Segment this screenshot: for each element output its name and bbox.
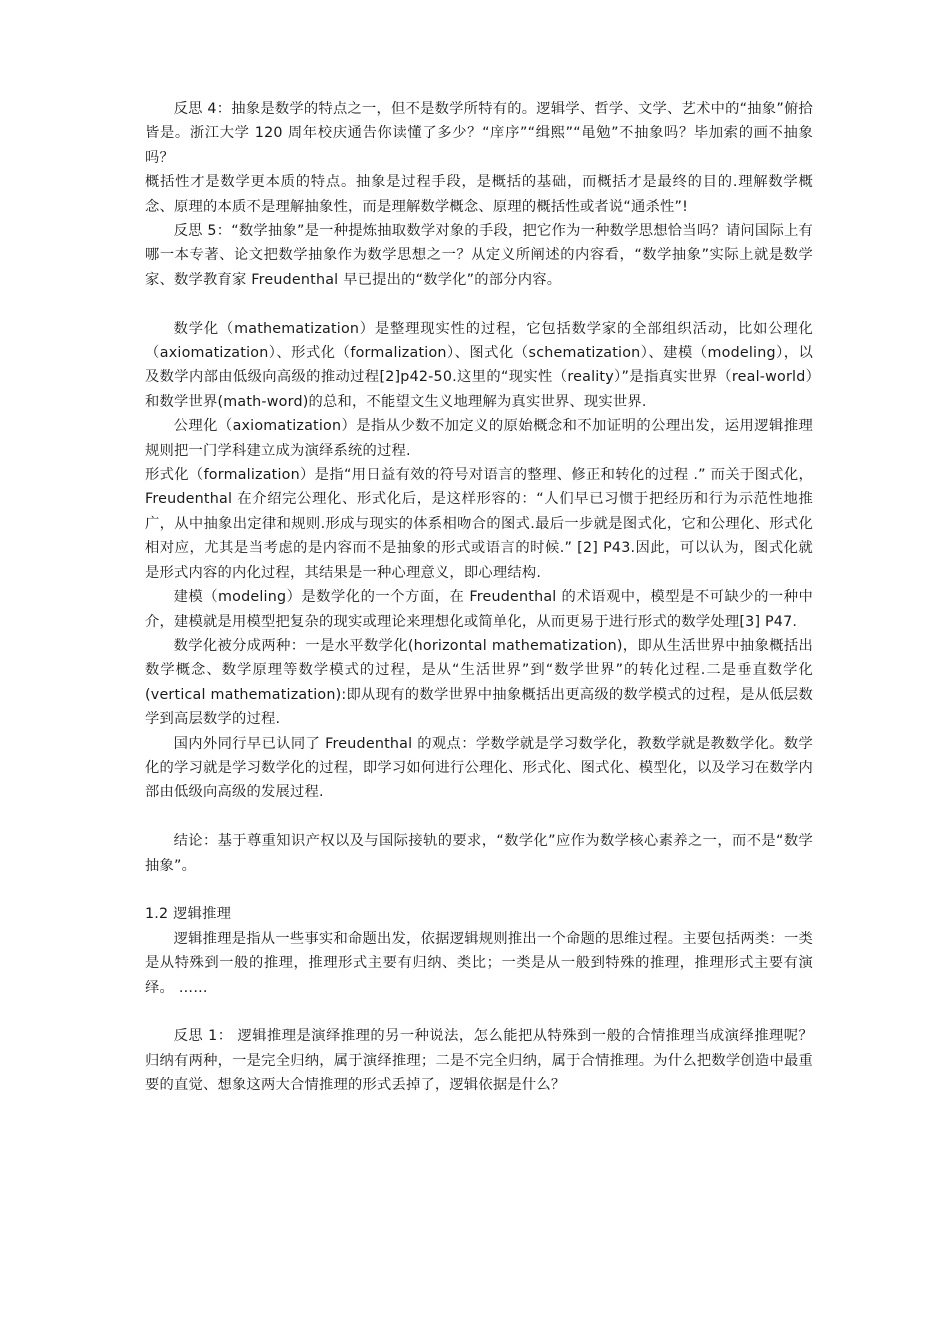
- paragraph-reflection-1: 反思 1： 逻辑推理是演绎推理的另一种说法，怎么能把从特殊到一般的合情推理当成演绎推理呢？归纳有两种，一是完全归纳，属于演绎推理；二是不完全归纳，属于合情推理。为什么把数学创造中最重要的直觉、想象这两大合情推理的形式丢掉了，逻辑依据是什么？: [145, 1028, 813, 1094]
- blank-line: [145, 878, 813, 902]
- document-body: [145, 97, 813, 1098]
- paragraph-reflection-4: 反思 4：抽象是数学的特点之一，但不是数学所特有的。逻辑学、哲学、文学、艺术中的“抽象”俯拾皆是。浙江大学 120 周年校庆通告你读懂了多少？“庠序”“缉熙”“黾勉”不抽象吗？毕加索的画不抽象吗？: [145, 101, 813, 166]
- paragraph-two-kinds: 数学化被分成两种：一是水平数学化(horizontal mathematization)，即从生活世界中抽象概括出数学概念、数学原理等数学模式的过程，是从“生活世界”到“数学世界”的转化过程.二是垂直数学化(vertical mathematization):即从现有的数学世界中抽象概括出更高级的数学模式的过程，是从低层数学到高层数学的过程.: [145, 637, 813, 728]
- paragraph-generalization: 概括性才是数学更本质的特点。抽象是过程手段，是概括的基础，而概括才是最终的目的.理解数学概念、原理的本质不是理解抽象性，而是理解数学概念、原理的概括性或者说“通杀性”!: [145, 174, 813, 215]
- paragraph-mathematization: 数学化（mathematization）是整理现实性的过程，它包括数学家的全部组织活动，比如公理化（axiomatization）、形式化（formalization）、图式化（schematization）、建模（modeling），以及数学内部由低级向高级的推动过程[2]p42-50.这里的“现实性（reality）”是指真实世界（real-world）和数学世界(math-word)的总和，不能望文生义地理解为真实世界、现实世界.: [145, 320, 813, 410]
- paragraph-formalization: 形式化（formalization）是指“用日益有效的符号对语言的整理、修正和转化的过程 .” 而关于图式化，Freudenthal 在介绍完公理化、形式化后，是这样形容的：“人们早已习惯于把经历和行为示范性地推广，从中抽象出定律和规则.形成与现实的体系相吻合的图式.最后一步就是图式化，它和公理化、形式化相对应，尤其是当考虑的是内容而不是抽象的形式或语言的时候.” [2] P43.因此，可以认为，图式化就是形式内容的内化过程，其结果是一种心理意义，即心理结构.: [145, 467, 813, 581]
- blank-line: [145, 1000, 813, 1024]
- section-heading: 1.2 逻辑推理: [145, 906, 232, 923]
- paragraph-modeling: 建模（modeling）是数学化的一个方面，在 Freudenthal 的术语观中，模型是不可缺少的一种中介，建模就是用模型把复杂的现实或理论来理想化或简单化，从而更易于进行形式的数学处理[3] P47.: [145, 589, 813, 630]
- paragraph-consensus: 国内外同行早已认同了 Freudenthal 的观点：学数学就是学习数学化，教数学就是教数学化。数学化的学习就是学习数学化的过程，即学习如何进行公理化、形式化、图式化、模型化，以及学习在数学内部由低级向高级的发展过程.: [145, 735, 813, 801]
- paragraph-logical-reasoning: 逻辑推理是指从一些事实和命题出发，依据逻辑规则推出一个命题的思维过程。主要包括两类：一类是从特殊到一般的推理，推理形式主要有归纳、类比；一类是从一般到特殊的推理，推理形式主要有演绎。 ……: [145, 930, 813, 996]
- paragraph-conclusion: 结论：基于尊重知识产权以及与国际接轨的要求，“数学化”应作为数学核心素养之一，而不是“数学抽象”。: [145, 833, 813, 874]
- paragraph-axiomatization: 公理化（axiomatization）是指从少数不加定义的原始概念和不加证明的公理出发，运用逻辑推理规则把一门学科建立成为演绎系统的过程.: [145, 418, 813, 459]
- blank-line: [145, 292, 813, 316]
- paragraph-reflection-5: 反思 5：“数学抽象”是一种提炼抽取数学对象的手段，把它作为一种数学思想恰当吗？请问国际上有哪一本专著、论文把数学抽象作为数学思想之一？从定义所阐述的内容看，“数学抽象”实际上就是数学家、数学教育家 Freudenthal 早已提出的“数学化”的部分内容。: [145, 223, 813, 288]
- blank-line: [145, 805, 813, 829]
